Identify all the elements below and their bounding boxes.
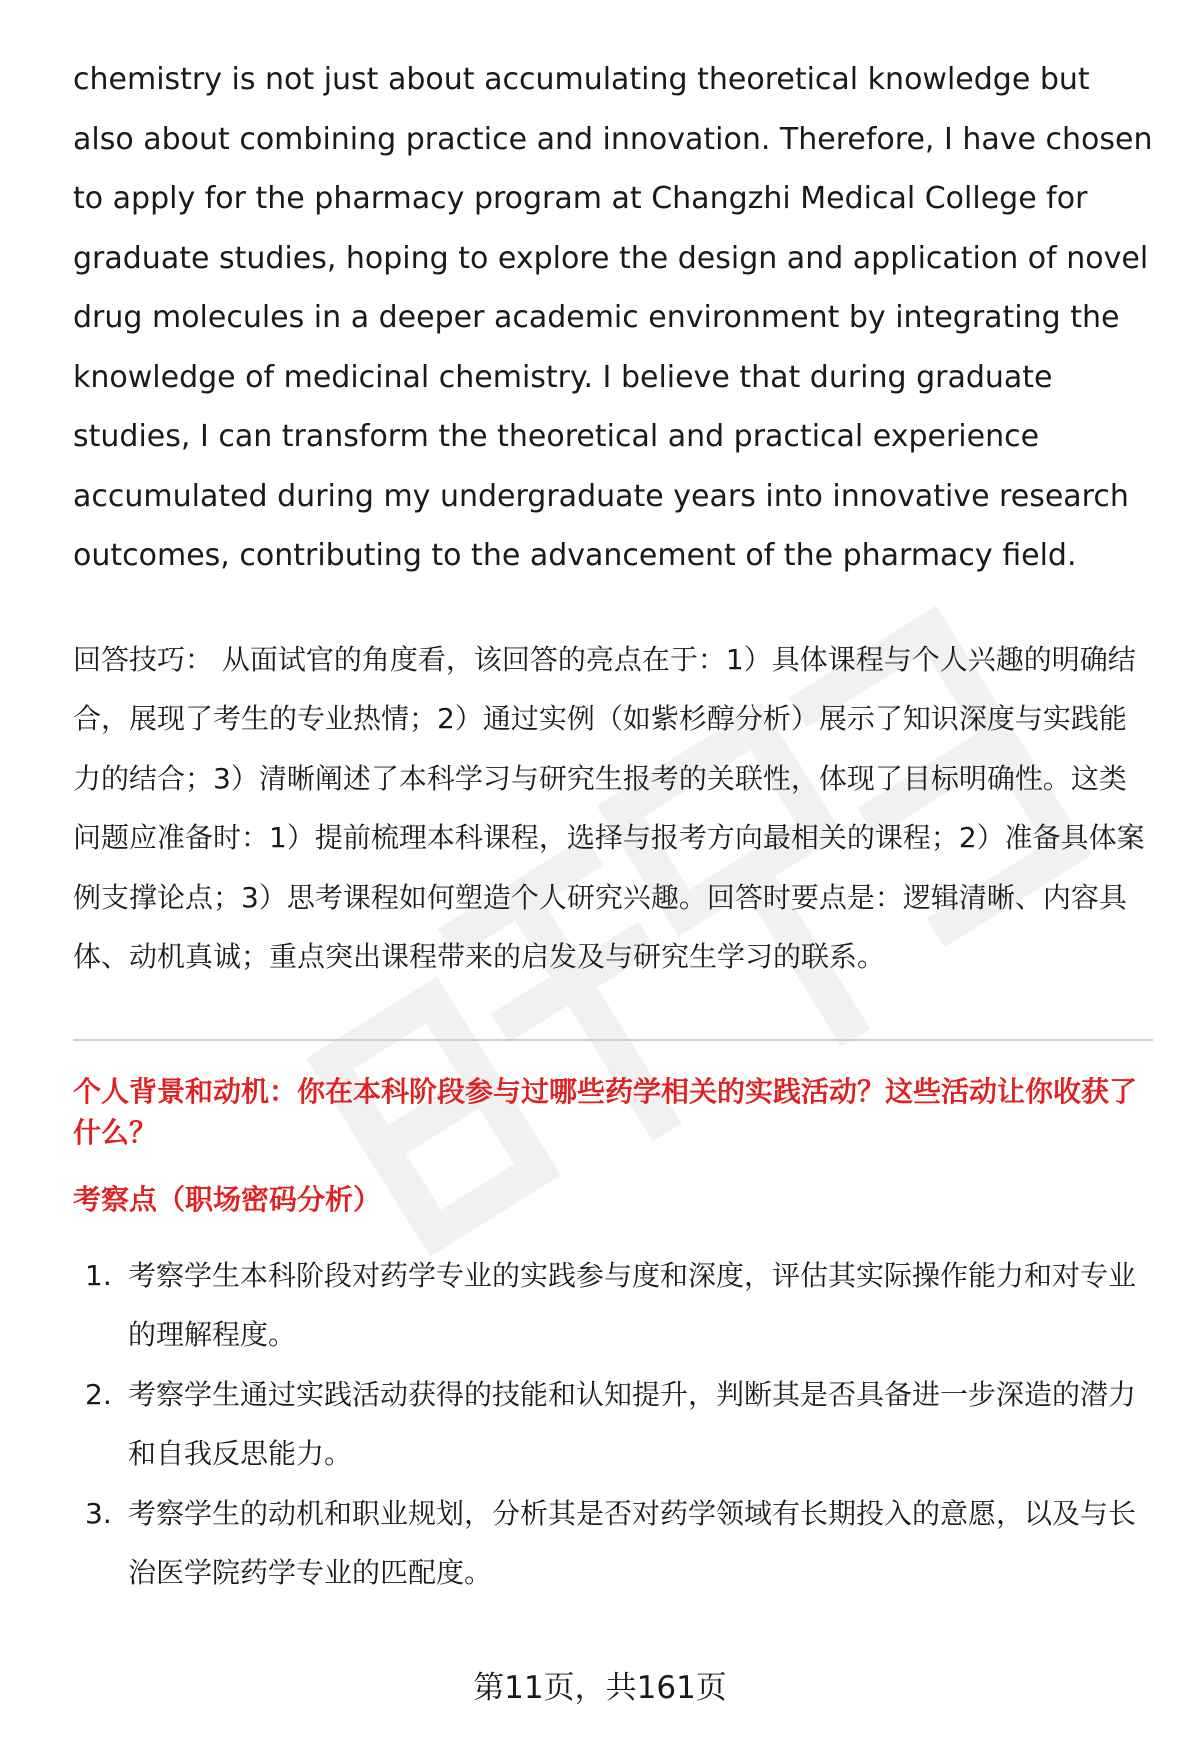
list-number: 1. — [85, 1258, 112, 1292]
list-item — [73, 1365, 1153, 1484]
assessment-heading: 考察点（职场密码分析） — [73, 1182, 382, 1216]
list-item — [73, 1484, 1153, 1603]
answer-tips: 回答技巧： 从面试官的角度看，该回答的亮点在于：1）具体课程与个人兴趣的明确结合，展现了考生的专业热情；2）通过实例（如紫杉醇分析）展示了知识深度与实践能力的结合；3）清晰阐述了本科学习与研究生报考的关联性，体现了目标明确性。这类问题应准备时：1）提前梳理本科课程，选择与报考方向最相关的课程；2）准备具体案例支撑论点；3）思考课程如何塑造个人研究兴趣。回答时要点是：逻辑清晰、内容具体、动机真诚；重点突出课程带来的启发及与研究生学习的联系。 — [73, 642, 1145, 973]
section-divider — [73, 1039, 1153, 1041]
list-number: 2. — [85, 1377, 112, 1411]
answer-paragraph: chemistry is not just about accumulating theoretical knowledge but also about combining practice and innovation. Therefore, I have chosen to apply for the pharmacy program at Changzhi Medical College for graduate studies, hoping to explore the design and application of novel drug molecules in a deeper academic environment by integrating the knowledge of medicinal chemistry. I believe that during graduate studies, I can transform the theoretical and practical experience accumulated during my undergraduate years into innovative research outcomes, contributing to the advancement of the pharmacy field. — [73, 62, 1153, 573]
list-number: 3. — [85, 1496, 112, 1530]
list-text: 考察学生的动机和职业规划，分析其是否对药学领域有长期投入的意愿，以及与长治医学院药学专业的匹配度。 — [128, 1496, 1137, 1589]
assessment-list — [73, 1246, 1153, 1603]
list-text: 考察学生本科阶段对药学专业的实践参与度和深度，评估其实际操作能力和对专业的理解程度。 — [128, 1258, 1137, 1351]
list-item — [73, 1246, 1153, 1365]
document-page — [73, 50, 1153, 1603]
question-heading: 个人背景和动机：你在本科阶段参与过哪些药学相关的实践活动？这些活动让你收获了什么？ — [73, 1074, 1138, 1149]
list-text: 考察学生通过实践活动获得的技能和认知提升，判断其是否具备进一步深造的潜力和自我反思能力。 — [128, 1377, 1137, 1470]
page-number: 第11页，共161页 — [473, 1670, 727, 1706]
